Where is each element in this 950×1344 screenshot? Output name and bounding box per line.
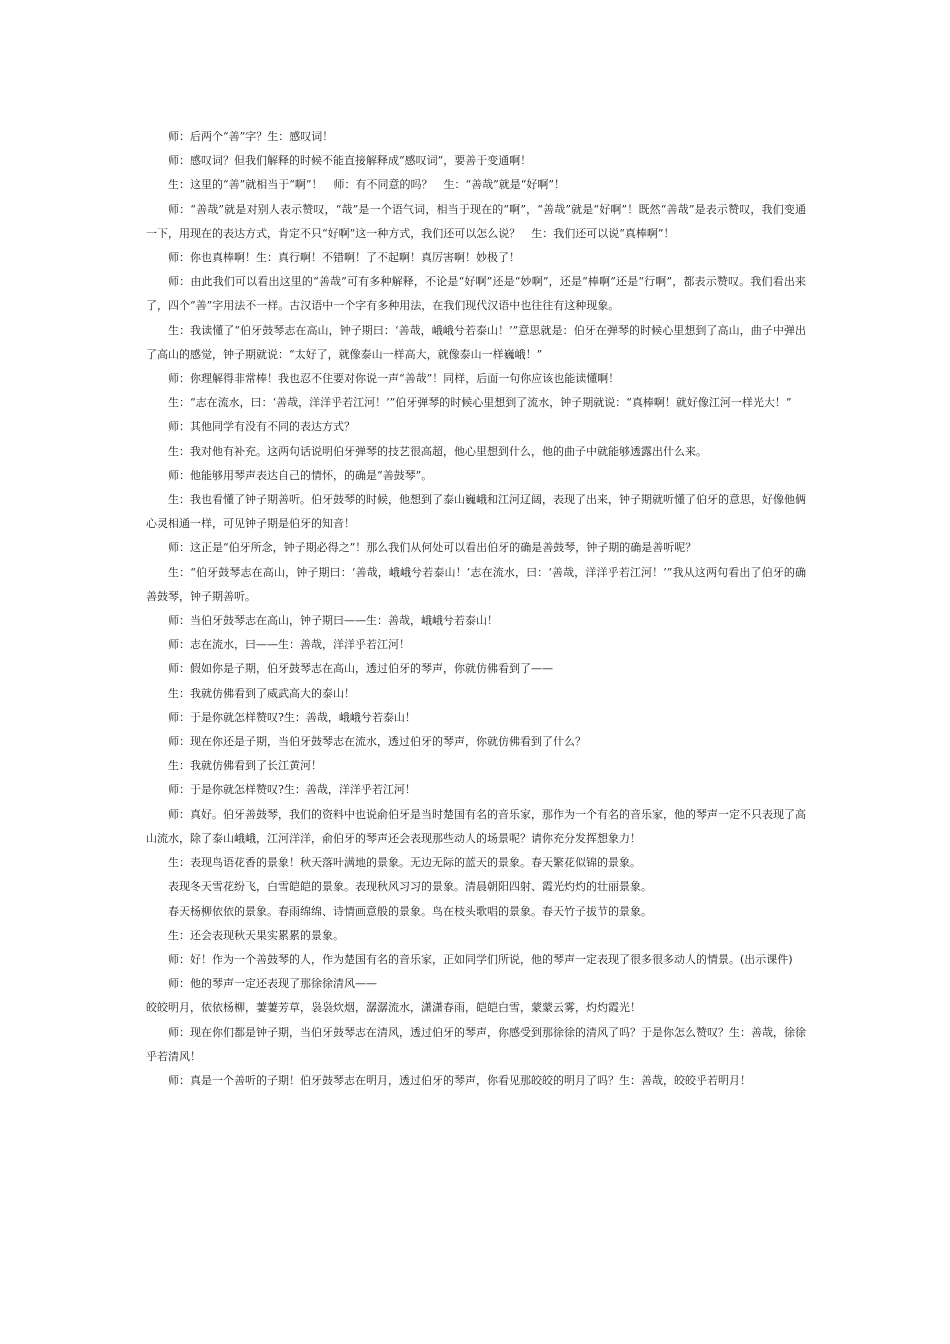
paragraph: 师：你理解得非常棒！我也忍不住要对你说一声“善哉”！同样，后面一句你应该也能读懂啊！ <box>168 372 620 386</box>
paragraph: 生：“伯牙鼓琴志在高山，钟子期曰：‘善哉，峨峨兮若泰山！’志在流水，曰：‘善哉，洋洋乎若江河！’”我从这两句看出了伯牙的确善鼓琴，钟子期善听。 <box>146 565 806 603</box>
paragraph: 生：还会表现秋天果实累累的景象。 <box>168 928 344 942</box>
paragraph: 师：后两个“善”字？生：感叹词！ <box>168 130 334 143</box>
document-body <box>146 125 806 1093</box>
paragraph: 师：于是你就怎样赞叹?生：善哉，峨峨兮若泰山！ <box>168 710 416 724</box>
paragraph: 生：我读懂了“伯牙鼓琴志在高山，钟子期曰：‘善哉，峨峨兮若泰山！’”意思就是：伯牙在弹琴的时候心里想到了高山，曲子中弹出了高山的感觉，钟子期就说：“太好了，就像泰山一样高大，就像泰山一样巍峨！” <box>146 323 806 361</box>
paragraph: 生：这里的“善”就相当于“啊”！ 师：有不同意的吗？ 生：“善哉”就是“好啊”！ <box>168 178 565 192</box>
paragraph: 师：真是一个善听的子期！伯牙鼓琴志在明月，透过伯牙的琴声，你看见那皎皎的明月了吗？生：善哉，皎皎乎若明月！ <box>168 1073 751 1087</box>
paragraph: 师：好！作为一个善鼓琴的人，作为楚国有名的音乐家，正如同学们所说，他的琴声一定表现了很多很多动人的情景。(出示课件) <box>168 952 793 966</box>
paragraph: 生：我也看懂了钟子期善听。伯牙鼓琴的时候，他想到了泰山巍峨和江河辽阔，表现了出来，钟子期就听懂了伯牙的意思，好像他俩心灵相通一样，可见钟子期是伯牙的知音！ <box>146 493 806 531</box>
paragraph: 师：由此我们可以看出这里的“善哉”可有多种解释，不论是“好啊”还是“妙啊”，还是“棒啊”还是“行啊”，都表示赞叹。我们看出来了，四个“善”字用法不一样。古汉语中一个字有多种用法，在我们现代汉语中也往往有这种现象。 <box>146 275 806 313</box>
paragraph: 师：假如你是子期，伯牙鼓琴志在高山，透过伯牙的琴声，你就仿佛看到了—— <box>168 662 553 676</box>
paragraph: 师：现在你们都是钟子期，当伯牙鼓琴志在清风，透过伯牙的琴声，你感受到那徐徐的清风了吗？于是你怎么赞叹？生：善哉，徐徐乎若清风！ <box>146 1025 806 1063</box>
paragraph: 师：你也真棒啊！生：真行啊！不错啊！了不起啊！真厉害啊！妙极了！ <box>168 251 520 265</box>
paragraph: 师：其他同学有没有不同的表达方式？ <box>168 420 355 434</box>
paragraph: 师：他的琴声一定还表现了那徐徐清风—— <box>168 977 377 991</box>
paragraph: 师：现在你还是子期，当伯牙鼓琴志在流水，透过伯牙的琴声，你就仿佛看到了什么？ <box>168 735 586 749</box>
paragraph: 生：我就仿佛看到了长江黄河！ <box>168 759 322 773</box>
paragraph: 师：于是你就怎样赞叹?生：善哉，洋洋乎若江河！ <box>168 783 416 797</box>
paragraph: 生：表现鸟语花香的景象！秋天落叶满地的景象。无边无际的蓝天的景象。春天繁花似锦的景象。 <box>168 856 641 870</box>
paragraph: 生：我就仿佛看到了威武高大的泰山！ <box>168 686 355 700</box>
paragraph: 师：志在流水，曰——生：善哉，洋洋乎若江河！ <box>168 638 410 652</box>
paragraph: 春天杨柳依依的景象。春雨绵绵、诗情画意般的景象。鸟在枝头歌唱的景象。春天竹子拔节的景象。 <box>168 904 652 918</box>
paragraph: 皎皎明月，依依杨柳，萋萋芳草，袅袅炊烟，潺潺流水，潇潇春雨，皑皑白雪，蒙蒙云雾，灼灼霞光！ <box>146 1001 641 1015</box>
paragraph: 师：“善哉”就是对别人表示赞叹，“哉”是一个语气词，相当于现在的“啊”，“善哉”就是“好啊”！既然“善哉”是表示赞叹，我们变通一下，用现在的表达方式，肯定不只“好啊”这一种方式，我们还可以怎么说？ 生：我们还可以说“真棒啊”！ <box>146 202 806 240</box>
paragraph: 表现冬天雪花纷飞，白雪皑皑的景象。表现秋风习习的景象。清晨朝阳四射、霞光灼灼的壮丽景象。 <box>168 880 652 894</box>
paragraph: 生：“志在流水，曰：‘善哉，洋洋乎若江河！’”伯牙弹琴的时候心里想到了流水，钟子期就说：“真棒啊！就好像江河一样光大！” <box>168 396 792 410</box>
paragraph: 师：这正是“伯牙所念，钟子期必得之”！那么我们从何处可以看出伯牙的确是善鼓琴，钟子期的确是善听呢？ <box>168 541 697 555</box>
paragraph: 师：当伯牙鼓琴志在高山，钟子期曰——生：善哉，峨峨兮若泰山！ <box>168 614 498 628</box>
paragraph: 师：真好。伯牙善鼓琴，我们的资料中也说俞伯牙是当时楚国有名的音乐家，那作为一个有名的音乐家，他的琴声一定不只表现了高山流水，除了泰山峨峨，江河洋洋，俞伯牙的琴声还会表现那些动人的场景呢？请你充分发挥想象力！ <box>146 807 806 845</box>
paragraph: 生：我对他有补充。这两句话说明伯牙弹琴的技艺很高超，他心里想到什么，他的曲子中就能够透露出什么来。 <box>168 444 707 458</box>
paragraph: 师：感叹词？但我们解释的时候不能直接解释成“感叹词”，要善于变通啊！ <box>168 154 532 168</box>
paragraph: 师：他能够用琴声表达自己的情怀，的确是“善鼓琴”。 <box>168 468 433 482</box>
